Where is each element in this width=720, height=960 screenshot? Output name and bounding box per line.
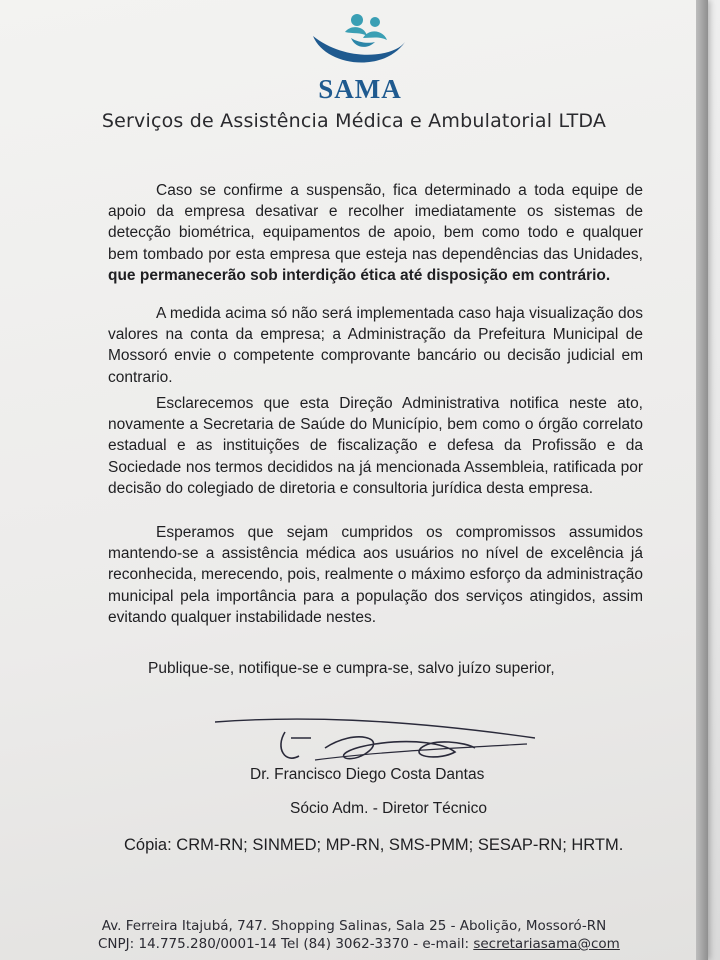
sama-emblem-icon — [305, 8, 415, 78]
company-name: Serviços de Assistência Médica e Ambulatorial LTDA — [101, 110, 607, 132]
paragraph-4-text: Esperamos que sejam cumpridos os compromissos assumidos mantendo-se a assistência médica aos usuários no nível de excelência já reconhecida, merecendo, pois, realmente o máximo esforço da administração municipal pela importância para a população dos serviços atingidos, assim evitando qualquer instabilidade nestes. — [108, 524, 643, 626]
sama-logo — [305, 8, 415, 103]
logo-text: SAMA — [318, 74, 402, 104]
paragraph-1-text: Caso se confirme a suspensão, fica determinado a toda equipe de apoio da empresa desativar e recolher imediatamente os sistemas de detecção biométrica, equipamentos de apoio, bem como todo e qualquer bem tombado por esta empresa que esteja nas dependências das Unidades, — [108, 182, 643, 263]
paragraph-2-text: A medida acima só não será implementada caso haja visualização dos valores na conta da empresa; a Administração da Prefeitura Municipal de Mossoró envie o competente comprovante bancário ou decisão judicial em contrario. — [108, 305, 643, 386]
page-edge-shadow — [696, 0, 708, 960]
footer-address: Av. Ferreira Itajubá, 747. Shopping Salinas, Sala 25 - Abolição, Mossoró-RN — [101, 918, 607, 934]
footer-email-link[interactable]: secretariasama@com — [473, 936, 620, 952]
closing-line: Publique-se, notifique-se e cumpra-se, salvo juízo superior, — [148, 660, 555, 677]
footer-contact-text: CNPJ: 14.775.280/0001-14 Tel (84) 3062-3370 - e-mail: — [98, 936, 474, 952]
paragraph-2 — [108, 303, 643, 388]
signer-name: Dr. Francisco Diego Costa Dantas — [250, 766, 485, 783]
paragraph-3 — [108, 393, 643, 499]
signer-role: Sócio Adm. - Diretor Técnico — [290, 800, 487, 817]
paragraph-3-text: Esclarecemos que esta Direção Administrativa notifica neste ato, novamente a Secretaria de Saúde do Município, bem como o órgão correlato estadual e as instituições de fiscalização e defesa da Profissão e da Sociedade nos termos decididos na já mencionada Assembleia, ratificada por decisão do colegiado de diretoria e consultoria jurídica desta empresa. — [108, 395, 643, 497]
paragraph-1 — [108, 180, 643, 286]
paragraph-1-bold-text: que permanecerão sob interdição ética até disposição em contrário. — [108, 266, 611, 284]
copy-recipients: Cópia: CRM-RN; SINMED; MP-RN, SMS-PMM; SESAP-RN; HRTM. — [124, 836, 624, 854]
paragraph-4 — [108, 522, 643, 628]
footer-contact — [98, 936, 620, 952]
